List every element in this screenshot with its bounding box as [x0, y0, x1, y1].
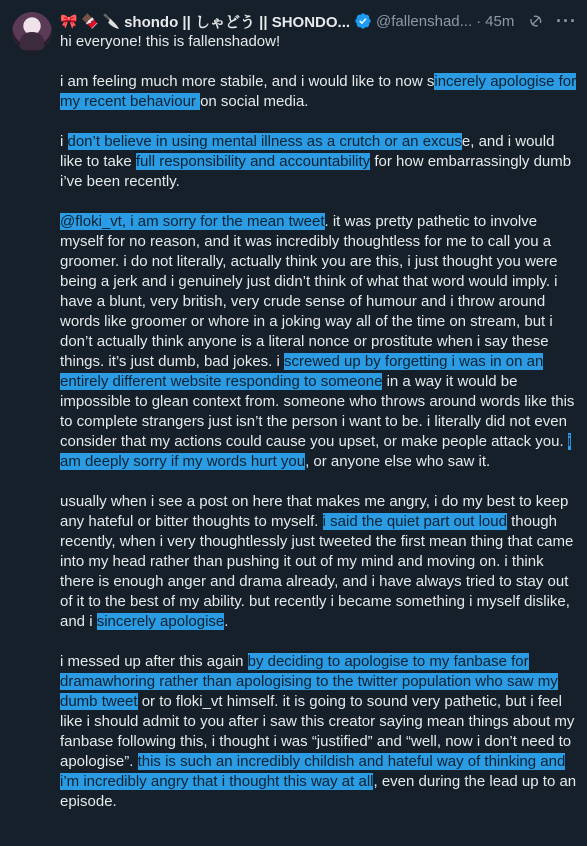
author-emoji-prefix: 🎀 🍫 🔪 — [60, 13, 121, 29]
highlighted-text: sincerely apologise — [96, 613, 225, 630]
text-segment: hi everyone! this is fallenshadow! — [60, 33, 281, 50]
verified-badge-icon — [354, 12, 372, 30]
highlighted-text: i am deeply sorry if my words hurt you — [60, 433, 572, 470]
text-segment: usually when i see a post on here that makes me angry, i do my best to keep any hateful or bitter thoughts to myself. — [60, 493, 569, 530]
highlighted-text: @floki_vt, i am sorry for the mean tweet — [60, 213, 325, 230]
tweet-paragraph — [60, 32, 578, 52]
highlighted-text: this is such an incredibly childish and hateful way of thinking and i’m incredibly angry that i thought this way at all — [60, 753, 566, 790]
highlighted-text: by deciding to apologise to my fanbase for dramawhoring rather than apologising to the twitter population who saw my dumb tweet — [60, 653, 558, 710]
text-segment: though recently, when i very thoughtlessly just tweeted the first mean thing that came into my head rather than pushing it out of my mind and moving on. i think there is enough anger and drama already, and i have always tried to stay out of it to the best of my ability. but recently i became something i myself dislike, and i — [60, 513, 574, 630]
tweet-paragraph — [60, 492, 578, 632]
text-segment: or to floki_vt himself. it is going to sound very pathetic, but i feel like i should admit to you after i saw this creator saying mean things about my fanbase following this, i thought i was “justified” and “well, now i don’t need to apologise”. — [60, 693, 575, 770]
tweet-header — [60, 10, 577, 32]
text-segment: . — [224, 613, 229, 630]
highlighted-text: i said the quiet part out loud — [322, 513, 507, 530]
highlighted-text: incerely apologise for my recent behaviour — [60, 73, 577, 110]
text-segment: i — [60, 133, 68, 150]
text-segment: i messed up after this again — [60, 653, 248, 670]
author-handle[interactable]: @fallenshad... — [376, 12, 473, 30]
text-segment: in a way it would be impossible to glean context from. someone who throws around words like this to complete strangers just isn’t the person i want to be. i literally did not even consider that my actions could cause you upset, or make people attack you. — [60, 373, 575, 450]
tweet-paragraph — [60, 652, 578, 812]
text-segment: on social media. — [200, 93, 309, 110]
text-segment: i am feeling much more stabile, and i would like to now s — [60, 73, 435, 90]
text-segment: e, and i would like to take — [60, 133, 555, 170]
author-avatar[interactable] — [12, 12, 52, 52]
text-segment: for how embarrassingly dumb i’ve been recently. — [60, 153, 572, 190]
more-icon[interactable]: ··· — [556, 10, 577, 31]
tweet-paragraph — [60, 212, 578, 472]
highlighted-text: screwed up by forgetting i was in on an entirely different website responding to someone — [60, 353, 544, 390]
tweet-paragraph — [60, 72, 578, 112]
text-segment: . it was pretty pathetic to involve myself for no reason, and it was incredibly thoughtless for me to call you a groomer. i do not literally, actually think you are this, i just thought you were being a jerk and i genuinely just didn’t think of what that word would imply. i have a blunt, very british, very crude sense of humour and i throw around words like groomer or whore in a joking way all of the time on stream, but i don’t actually think anyone is a literal nonce or prostitute when i say these things. it’s just dumb, bad jokes. i — [60, 213, 558, 370]
tweet-text — [60, 32, 578, 832]
highlighted-text: full responsibility and accountability — [135, 153, 371, 170]
separator-dot: · — [476, 12, 482, 30]
tweet-timestamp[interactable]: 45m — [485, 12, 515, 30]
grok-icon[interactable] — [528, 12, 544, 30]
author-display-name[interactable]: shondo || しゃどう || SHONDO... — [124, 13, 351, 31]
text-segment: , even during the lead up to an episode. — [60, 773, 577, 810]
text-segment: , or anyone else who saw it. — [305, 453, 491, 470]
tweet-paragraph — [60, 132, 578, 192]
highlighted-text: don’t believe in using mental illness as a crutch or an excus — [67, 133, 462, 150]
